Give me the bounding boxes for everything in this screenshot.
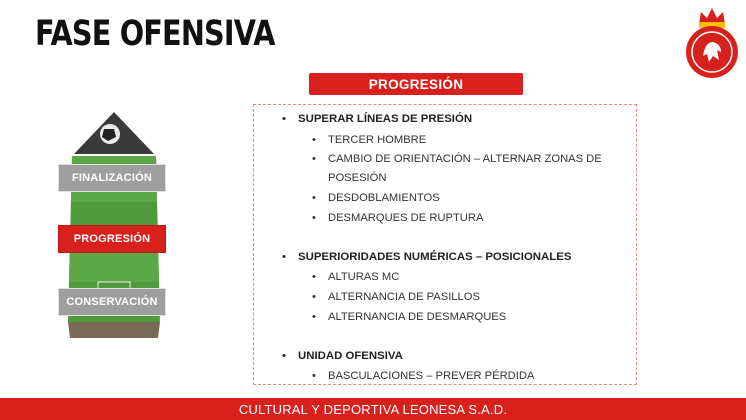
group-heading: • SUPERAR LÍNEAS DE PRESIÓN (298, 113, 472, 125)
list-item: • TERCER HOMBRE (328, 131, 426, 151)
group-heading: • UNIDAD OFENSIVA (298, 350, 403, 362)
list-item: • BASCULACIONES – PREVER PÉRDIDA (328, 367, 534, 387)
section-banner: PROGRESIÓN (309, 73, 523, 95)
list-item: • CAMBIO DE ORIENTACIÓN – ALTERNAR ZONAS DE (328, 150, 602, 170)
phase-progresion-button[interactable]: PROGRESIÓN (58, 225, 166, 253)
phase-finalizacion-button[interactable]: FINALIZACIÓN (58, 164, 166, 192)
list-item: • ALTERNANCIA DE PASILLOS (328, 288, 480, 308)
list-item: • ALTERNANCIA DE DESMARQUES (328, 308, 506, 328)
group-heading: • SUPERIORIDADES NUMÉRICAS – POSICIONALES (298, 251, 571, 263)
slide-title: FASE OFENSIVA (35, 14, 275, 54)
list-item: • DESMARQUES DE RUPTURA (328, 209, 483, 229)
list-item: • ALTURAS MC (328, 268, 399, 288)
list-item-continuation: POSESIÓN (328, 172, 387, 184)
phase-conservacion-button[interactable]: CONSERVACIÓN (58, 288, 166, 316)
club-crest-icon (683, 4, 741, 80)
footer-bar: CULTURAL Y DEPORTIVA LEONESA S.A.D. (0, 398, 746, 420)
content-panel (253, 104, 637, 385)
list-item: • DESDOBLAMIENTOS (328, 189, 440, 209)
